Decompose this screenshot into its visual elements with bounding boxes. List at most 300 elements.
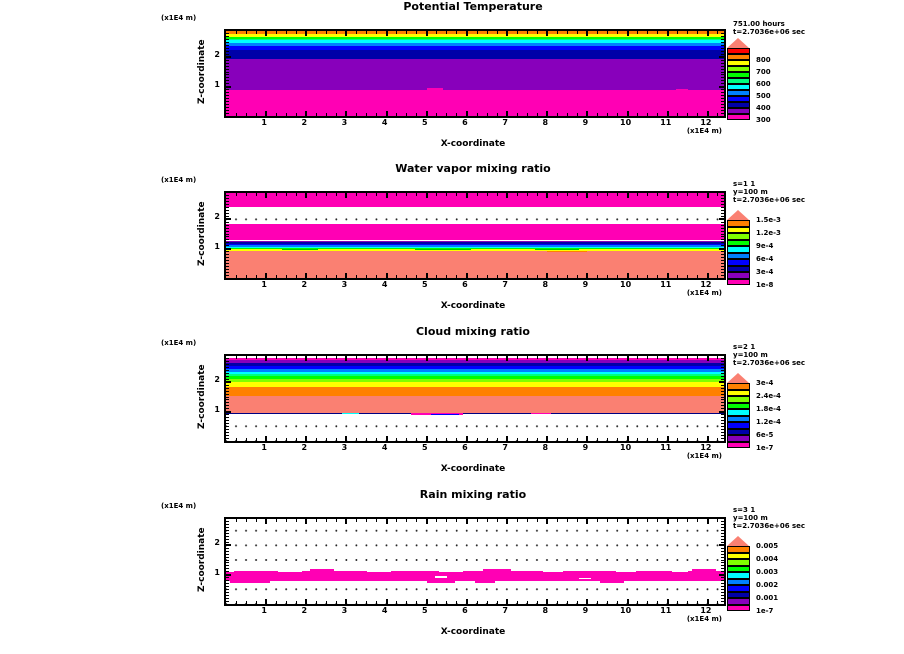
tick-mark — [506, 111, 508, 116]
x-tick-label: 2 — [301, 443, 308, 452]
tick-mark — [721, 92, 724, 93]
tick-mark — [721, 198, 724, 199]
tick-mark — [707, 356, 709, 361]
panel-title: Rain mixing ratio — [419, 488, 527, 501]
tick-mark — [336, 519, 337, 522]
tick-mark — [366, 519, 367, 522]
tick-mark — [721, 195, 724, 196]
tick-mark — [721, 438, 724, 439]
tick-mark — [296, 601, 297, 604]
contour-band — [226, 376, 724, 379]
tick-mark — [557, 193, 558, 196]
tick-mark — [406, 275, 407, 278]
contour-feature — [391, 571, 439, 572]
tick-mark — [256, 193, 257, 196]
tick-mark — [577, 519, 578, 522]
tick-mark — [296, 275, 297, 278]
tick-mark — [717, 356, 718, 359]
tick-mark — [265, 111, 267, 116]
tick-mark — [717, 438, 718, 441]
x-tick-label: 8 — [542, 280, 549, 289]
tick-mark — [226, 397, 229, 398]
tick-mark — [719, 411, 724, 413]
tick-mark — [226, 435, 229, 436]
tick-mark — [721, 408, 724, 409]
tick-mark — [226, 562, 229, 563]
tick-mark — [406, 519, 407, 522]
tick-mark — [721, 358, 724, 359]
contour-feature — [636, 571, 672, 572]
tick-mark — [226, 399, 229, 400]
x-tick-label: 7 — [502, 606, 508, 615]
tick-mark — [386, 193, 388, 198]
colorbar-over-arrow — [727, 38, 749, 48]
tick-mark — [226, 417, 229, 418]
tick-mark — [721, 554, 724, 555]
tick-mark — [316, 193, 317, 196]
tick-mark — [687, 356, 688, 359]
tick-mark — [276, 601, 277, 604]
tick-mark — [647, 193, 648, 196]
tick-mark — [226, 269, 229, 270]
x-axis-label: X-coordinate — [440, 139, 506, 149]
tick-mark — [226, 33, 229, 34]
tick-mark — [477, 438, 478, 441]
tick-mark — [487, 519, 488, 522]
tick-mark — [647, 275, 648, 278]
tick-mark — [416, 113, 417, 116]
colorbar-tick-label: 500 — [756, 92, 771, 100]
tick-mark — [396, 601, 397, 604]
tick-mark — [386, 599, 388, 604]
tick-mark — [456, 519, 457, 522]
contour-band — [226, 374, 724, 376]
tick-mark — [226, 595, 229, 596]
tick-mark — [721, 373, 724, 374]
tick-mark — [436, 519, 437, 522]
y-axis-label: Z-coordinate — [197, 527, 207, 592]
tick-mark — [226, 213, 229, 214]
tick-mark — [657, 519, 658, 522]
y-tick-label: 2 — [214, 50, 220, 60]
tick-mark — [597, 275, 598, 278]
tick-mark — [597, 438, 598, 441]
tick-mark — [721, 236, 724, 237]
x-axis-label: X-coordinate — [440, 464, 506, 474]
tick-mark — [527, 275, 528, 278]
tick-mark — [456, 193, 457, 196]
tick-mark — [537, 601, 538, 604]
tick-mark — [376, 601, 377, 604]
tick-mark — [577, 275, 578, 278]
tick-mark — [265, 519, 267, 524]
tick-mark — [721, 385, 724, 386]
tick-mark — [226, 95, 229, 96]
x-tick-label: 3 — [341, 280, 348, 289]
tick-mark — [677, 275, 678, 278]
tick-mark — [567, 31, 568, 34]
tick-mark — [345, 599, 347, 604]
tick-mark — [477, 31, 478, 34]
tick-mark — [296, 193, 297, 196]
contour-band — [226, 358, 724, 361]
tick-mark — [721, 595, 724, 596]
tick-mark — [236, 519, 237, 522]
tick-mark — [226, 381, 231, 383]
contour-feature — [531, 413, 551, 414]
tick-mark — [226, 39, 229, 40]
tick-mark — [305, 273, 307, 278]
tick-mark — [226, 74, 229, 75]
tick-mark — [721, 263, 724, 264]
tick-mark — [657, 438, 658, 441]
tick-mark — [336, 193, 337, 196]
contour-band — [226, 37, 724, 39]
tick-mark — [537, 356, 538, 359]
tick-mark — [366, 193, 367, 196]
tick-mark — [627, 111, 629, 116]
colorbar-tick-label: 600 — [756, 80, 771, 88]
tick-mark — [226, 583, 229, 584]
tick-mark — [236, 31, 237, 34]
tick-mark — [721, 580, 724, 581]
tick-mark — [506, 193, 508, 198]
tick-mark — [356, 113, 357, 116]
x-tick-label: 7 — [502, 280, 508, 289]
tick-mark — [637, 519, 638, 522]
tick-mark — [336, 601, 337, 604]
tick-mark — [246, 438, 247, 441]
contour-band — [226, 572, 724, 581]
tick-mark — [296, 356, 297, 359]
colorbar-tick-label: 1.2e-4 — [756, 418, 781, 426]
tick-mark — [719, 544, 724, 546]
tick-mark — [557, 356, 558, 359]
tick-mark — [721, 426, 724, 427]
tick-mark — [667, 111, 669, 116]
colorbar-tick-label: 1.5e-3 — [756, 216, 781, 224]
tick-mark — [721, 364, 724, 365]
tick-mark — [416, 519, 417, 522]
x-tick-label: 12 — [700, 280, 712, 289]
tick-mark — [627, 273, 629, 278]
tick-mark — [226, 77, 229, 78]
tick-mark — [721, 272, 724, 273]
tick-mark — [226, 557, 229, 558]
tick-mark — [527, 438, 528, 441]
x-tick-label: 1 — [261, 280, 267, 289]
tick-mark — [226, 239, 229, 240]
tick-mark — [721, 562, 724, 563]
tick-mark — [657, 275, 658, 278]
x-tick-label: 5 — [422, 280, 428, 289]
tick-mark — [226, 367, 229, 368]
tick-mark — [345, 31, 347, 36]
tick-mark — [426, 31, 428, 36]
x-tick-label: 10 — [620, 606, 632, 615]
tick-mark — [721, 242, 724, 243]
plot-area — [224, 517, 726, 606]
tick-mark — [416, 275, 417, 278]
tick-mark — [687, 113, 688, 116]
tick-mark — [687, 601, 688, 604]
tick-mark — [226, 36, 229, 37]
tick-mark — [719, 86, 724, 88]
tick-mark — [527, 519, 528, 522]
tick-mark — [597, 113, 598, 116]
tick-mark — [517, 275, 518, 278]
contour-feature — [483, 569, 511, 570]
tick-mark — [557, 438, 558, 441]
colorbar-over-arrow — [727, 536, 749, 546]
tick-mark — [226, 577, 229, 578]
tick-mark — [607, 31, 608, 34]
tick-mark — [466, 519, 468, 524]
x-tick-label: 6 — [462, 443, 468, 452]
tick-mark — [226, 565, 229, 566]
tick-mark — [577, 193, 578, 196]
tick-mark — [721, 367, 724, 368]
tick-mark — [305, 519, 307, 524]
x-tick-label: 1 — [261, 606, 267, 615]
tick-mark — [226, 521, 229, 522]
colorbar-band — [727, 442, 750, 449]
y-axis-label: Z-coordinate — [197, 39, 207, 104]
tick-mark — [316, 356, 317, 359]
tick-mark — [376, 193, 377, 196]
tick-mark — [276, 275, 277, 278]
tick-mark — [336, 275, 337, 278]
tick-mark — [537, 193, 538, 196]
tick-mark — [721, 527, 724, 528]
tick-mark — [276, 519, 277, 522]
tick-mark — [226, 83, 229, 84]
tick-mark — [326, 113, 327, 116]
tick-mark — [226, 98, 229, 99]
tick-mark — [446, 193, 447, 196]
tick-mark — [506, 31, 508, 36]
tick-mark — [537, 438, 538, 441]
tick-mark — [517, 31, 518, 34]
tick-mark — [617, 438, 618, 441]
tick-mark — [721, 379, 724, 380]
tick-mark — [517, 519, 518, 522]
tick-mark — [667, 436, 669, 441]
contour-feature — [547, 251, 587, 252]
tick-mark — [721, 257, 724, 258]
tick-mark — [226, 530, 229, 531]
tick-mark — [687, 438, 688, 441]
tick-mark — [226, 51, 229, 52]
tick-mark — [456, 275, 457, 278]
tick-mark — [226, 370, 229, 371]
x-tick-label: 12 — [700, 118, 712, 127]
tick-mark — [226, 86, 231, 88]
x-axis-label: X-coordinate — [440, 301, 506, 311]
tick-mark — [446, 113, 447, 116]
tick-mark — [226, 548, 229, 549]
tick-mark — [436, 356, 437, 359]
tick-mark — [667, 356, 669, 361]
tick-mark — [256, 275, 257, 278]
contour-band — [226, 379, 724, 382]
y-axis-unit: (x1E4 m) — [161, 502, 197, 510]
tick-mark — [721, 548, 724, 549]
tick-mark — [336, 31, 337, 34]
tick-mark — [296, 438, 297, 441]
tick-mark — [721, 51, 724, 52]
colorbar — [727, 383, 750, 448]
tick-mark — [356, 275, 357, 278]
tick-mark — [226, 554, 229, 555]
x-tick-label: 6 — [462, 606, 468, 615]
tick-mark — [345, 519, 347, 524]
tick-mark — [627, 356, 629, 361]
tick-mark — [226, 358, 229, 359]
tick-mark — [607, 438, 608, 441]
contour-band — [226, 59, 724, 90]
tick-mark — [236, 193, 237, 196]
tick-mark — [721, 266, 724, 267]
tick-mark — [466, 193, 468, 198]
tick-mark — [226, 275, 229, 276]
tick-mark — [557, 31, 558, 34]
tick-mark — [721, 420, 724, 421]
tick-mark — [316, 438, 317, 441]
tick-mark — [286, 438, 287, 441]
tick-mark — [406, 193, 407, 196]
tick-mark — [721, 394, 724, 395]
tick-mark — [426, 436, 428, 441]
tick-mark — [366, 113, 367, 116]
y-axis-label: Z-coordinate — [197, 364, 207, 429]
colorbar-tick-label: 300 — [756, 116, 771, 124]
tick-mark — [236, 113, 237, 116]
tick-mark — [246, 113, 247, 116]
tick-mark — [305, 31, 307, 36]
contour-feature — [431, 414, 459, 415]
tick-mark — [226, 257, 229, 258]
tick-mark — [376, 519, 377, 522]
tick-mark — [426, 111, 428, 116]
x-tick-label: 11 — [660, 443, 672, 452]
tick-mark — [657, 31, 658, 34]
tick-mark — [226, 218, 231, 220]
tick-mark — [497, 275, 498, 278]
tick-mark — [637, 356, 638, 359]
tick-mark — [497, 356, 498, 359]
tick-mark — [226, 394, 229, 395]
tick-mark — [296, 31, 297, 34]
colorbar-tick-label: 6e-4 — [756, 255, 774, 263]
colorbar-tick-label: 0.001 — [756, 594, 779, 602]
tick-mark — [567, 356, 568, 359]
tick-mark — [517, 113, 518, 116]
tick-mark — [386, 31, 388, 36]
tick-mark — [546, 356, 548, 361]
legend-header-line: t=2.7036e+06 sec — [733, 196, 806, 204]
tick-mark — [446, 31, 447, 34]
x-tick-label: 6 — [462, 118, 468, 127]
tick-mark — [721, 210, 724, 211]
tick-mark — [305, 111, 307, 116]
tick-mark — [721, 601, 724, 602]
tick-mark — [721, 72, 724, 73]
tick-mark — [721, 66, 724, 67]
tick-mark — [506, 599, 508, 604]
tick-mark — [647, 519, 648, 522]
tick-mark — [226, 72, 229, 73]
tick-mark — [717, 519, 718, 522]
tick-mark — [345, 356, 347, 361]
tick-mark — [376, 356, 377, 359]
tick-mark — [497, 601, 498, 604]
x-tick-label: 2 — [301, 606, 308, 615]
contour-band — [226, 363, 724, 366]
colorbar — [727, 220, 750, 285]
tick-mark — [719, 218, 724, 220]
tick-mark — [721, 104, 724, 105]
tick-mark — [477, 193, 478, 196]
tick-mark — [546, 599, 548, 604]
contour-feature — [579, 578, 591, 579]
tick-mark — [721, 568, 724, 569]
legend-header-line: 751.00 hours — [733, 20, 785, 28]
tick-mark — [446, 356, 447, 359]
tick-mark — [406, 601, 407, 604]
tick-mark — [226, 225, 229, 226]
tick-mark — [326, 193, 327, 196]
colorbar-tick-label: 1e-7 — [756, 444, 774, 452]
x-tick-label: 3 — [341, 118, 348, 127]
tick-mark — [226, 263, 229, 264]
tick-mark — [617, 275, 618, 278]
tick-mark — [456, 31, 457, 34]
contour-band — [226, 90, 724, 116]
tick-mark — [721, 423, 724, 424]
tick-mark — [627, 436, 629, 441]
colorbar-tick-label: 6e-5 — [756, 431, 774, 439]
tick-mark — [667, 193, 669, 198]
x-tick-label: 5 — [422, 118, 428, 127]
tick-mark — [396, 31, 397, 34]
y-axis-unit: (x1E4 m) — [161, 176, 197, 184]
tick-mark — [256, 31, 257, 34]
tick-mark — [226, 113, 229, 114]
tick-mark — [697, 356, 698, 359]
tick-mark — [721, 231, 724, 232]
x-tick-label: 2 — [301, 280, 308, 289]
tick-mark — [386, 273, 388, 278]
tick-mark — [721, 397, 724, 398]
legend-header-line: s=3 1 — [733, 506, 756, 514]
x-axis-unit: (x1E4 m) — [686, 289, 722, 297]
tick-mark — [497, 193, 498, 196]
tick-mark — [316, 519, 317, 522]
tick-mark — [345, 436, 347, 441]
tick-mark — [226, 234, 229, 235]
tick-mark — [657, 356, 658, 359]
colorbar-tick-label: 1.2e-3 — [756, 229, 781, 237]
tick-mark — [426, 273, 428, 278]
tick-mark — [236, 438, 237, 441]
tick-mark — [416, 356, 417, 359]
tick-mark — [326, 438, 327, 441]
tick-mark — [721, 592, 724, 593]
contour-feature — [282, 249, 318, 250]
contour-feature — [676, 89, 688, 90]
tick-mark — [487, 601, 488, 604]
